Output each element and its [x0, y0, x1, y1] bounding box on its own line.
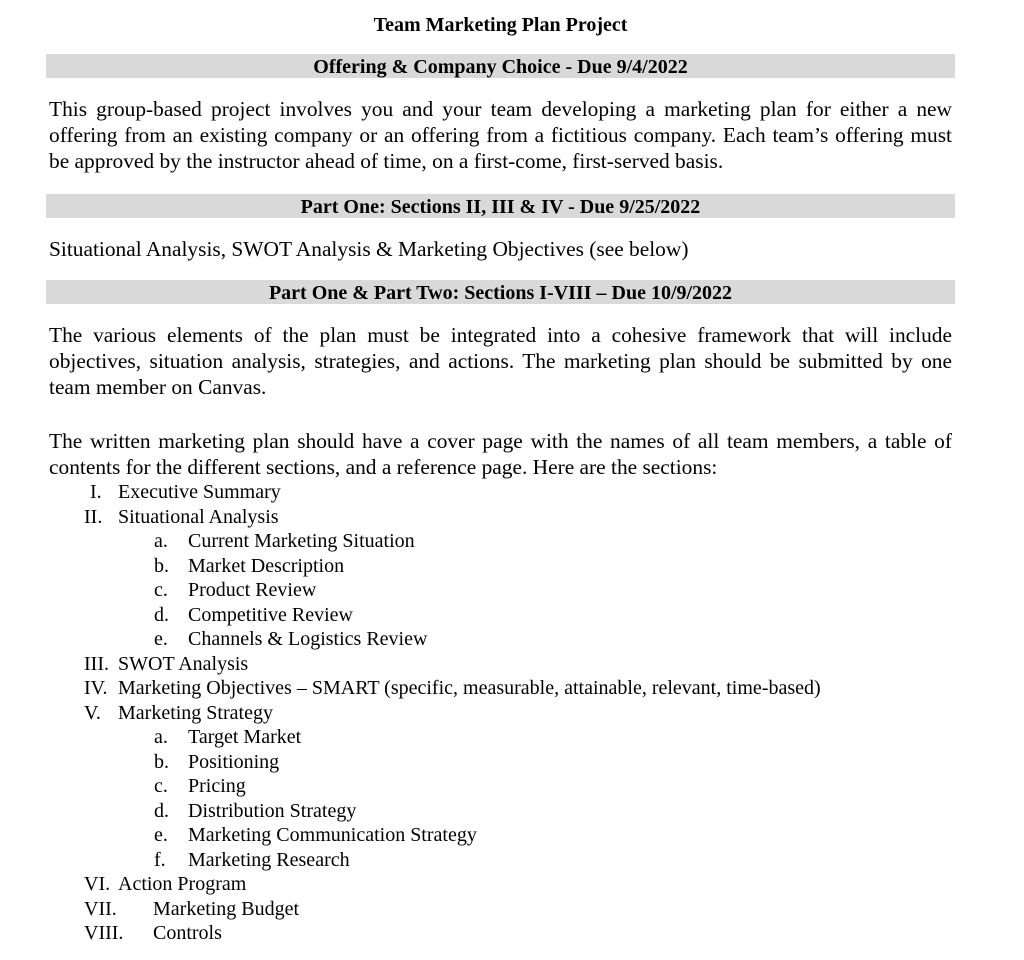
outline-subitem-letter: b.	[154, 554, 169, 577]
section-heading-part-two: Part One & Part Two: Sections I-VIII – Due 10/9/2022	[46, 280, 955, 304]
outline-subitem-label: Pricing	[188, 775, 246, 797]
outline-subitem-label: Target Market	[188, 726, 302, 748]
outline-subitem-label: Current Marketing Situation	[188, 530, 415, 552]
paragraph-part-one: Situational Analysis, SWOT Analysis & Marketing Objectives (see below)	[49, 237, 689, 261]
outline-item-label: Marketing Objectives – SMART (specific, measurable, attainable, relevant, time-based)	[118, 677, 821, 699]
outline-item-number: VII.	[84, 897, 117, 920]
outline-item-number: I.	[90, 481, 102, 503]
outline-subitem-letter: a.	[154, 726, 168, 748]
outline-item-label: Action Program	[118, 873, 247, 895]
outline-subitem-letter: e.	[154, 628, 168, 650]
outline-subitem-label: Product Review	[188, 579, 317, 601]
outline-item-label: Controls	[153, 922, 222, 944]
section-heading-offering: Offering & Company Choice - Due 9/4/2022	[46, 54, 955, 78]
outline-subitem-label: Competitive Review	[188, 603, 353, 626]
outline-item-label: Executive Summary	[118, 481, 281, 503]
outline-item-label: Marketing Budget	[153, 897, 300, 920]
outline-item-number: VIII.	[84, 922, 124, 944]
outline-item-label: Marketing Strategy	[118, 701, 273, 724]
paragraph-written-plan: The written marketing plan should have a cover page with the names of all team members, a table of contents for the different sections, and a reference page. Here are the sections:	[49, 429, 952, 479]
paragraph-integration: The various elements of the plan must be integrated into a cohesive framework that will include objectives, situation analysis, strategies, and actions. The marketing plan should be submitted by one team member on Canvas.	[49, 323, 952, 399]
outline-item-number: IV.	[84, 677, 108, 699]
outline-item-number: III.	[84, 652, 109, 675]
outline-subitem-letter: e.	[154, 824, 168, 846]
outline-subitem-label: Positioning	[188, 750, 280, 773]
outline-item-number: II.	[84, 505, 103, 528]
outline-subitem-letter: d.	[154, 799, 169, 822]
outline-subitem-label: Marketing Research	[188, 848, 350, 871]
outline-subitem-label: Channels & Logistics Review	[188, 628, 428, 650]
outline-subitem-letter: f.	[154, 848, 166, 871]
outline-item-number: V.	[84, 701, 101, 724]
outline-item-label: SWOT Analysis	[118, 652, 249, 675]
outline-item-label: Situational Analysis	[118, 505, 279, 528]
section-heading-part-one: Part One: Sections II, III & IV - Due 9/25/2022	[46, 194, 955, 218]
paragraph-offering: This group-based project involves you and your team developing a marketing plan for either a new offering from an existing company or an offering from a fictitious company. Each team’s offering must be approved by the instructor ahead of time, on a first-come, first-served basis.	[49, 97, 952, 173]
outline-subitem-label: Market Description	[188, 554, 345, 577]
outline-subitem-letter: c.	[154, 579, 168, 601]
outline-subitem-letter: c.	[154, 775, 168, 797]
outline-subitem-letter: b.	[154, 750, 169, 773]
outline-subitem-label: Marketing Communication Strategy	[188, 824, 477, 846]
outline-item-number: VI.	[84, 873, 111, 895]
document-title: Team Marketing Plan Project	[373, 14, 628, 36]
outline-subitem-letter: a.	[154, 530, 168, 552]
outline-subitem-label: Distribution Strategy	[188, 799, 357, 822]
outline-subitem-letter: d.	[154, 603, 169, 626]
